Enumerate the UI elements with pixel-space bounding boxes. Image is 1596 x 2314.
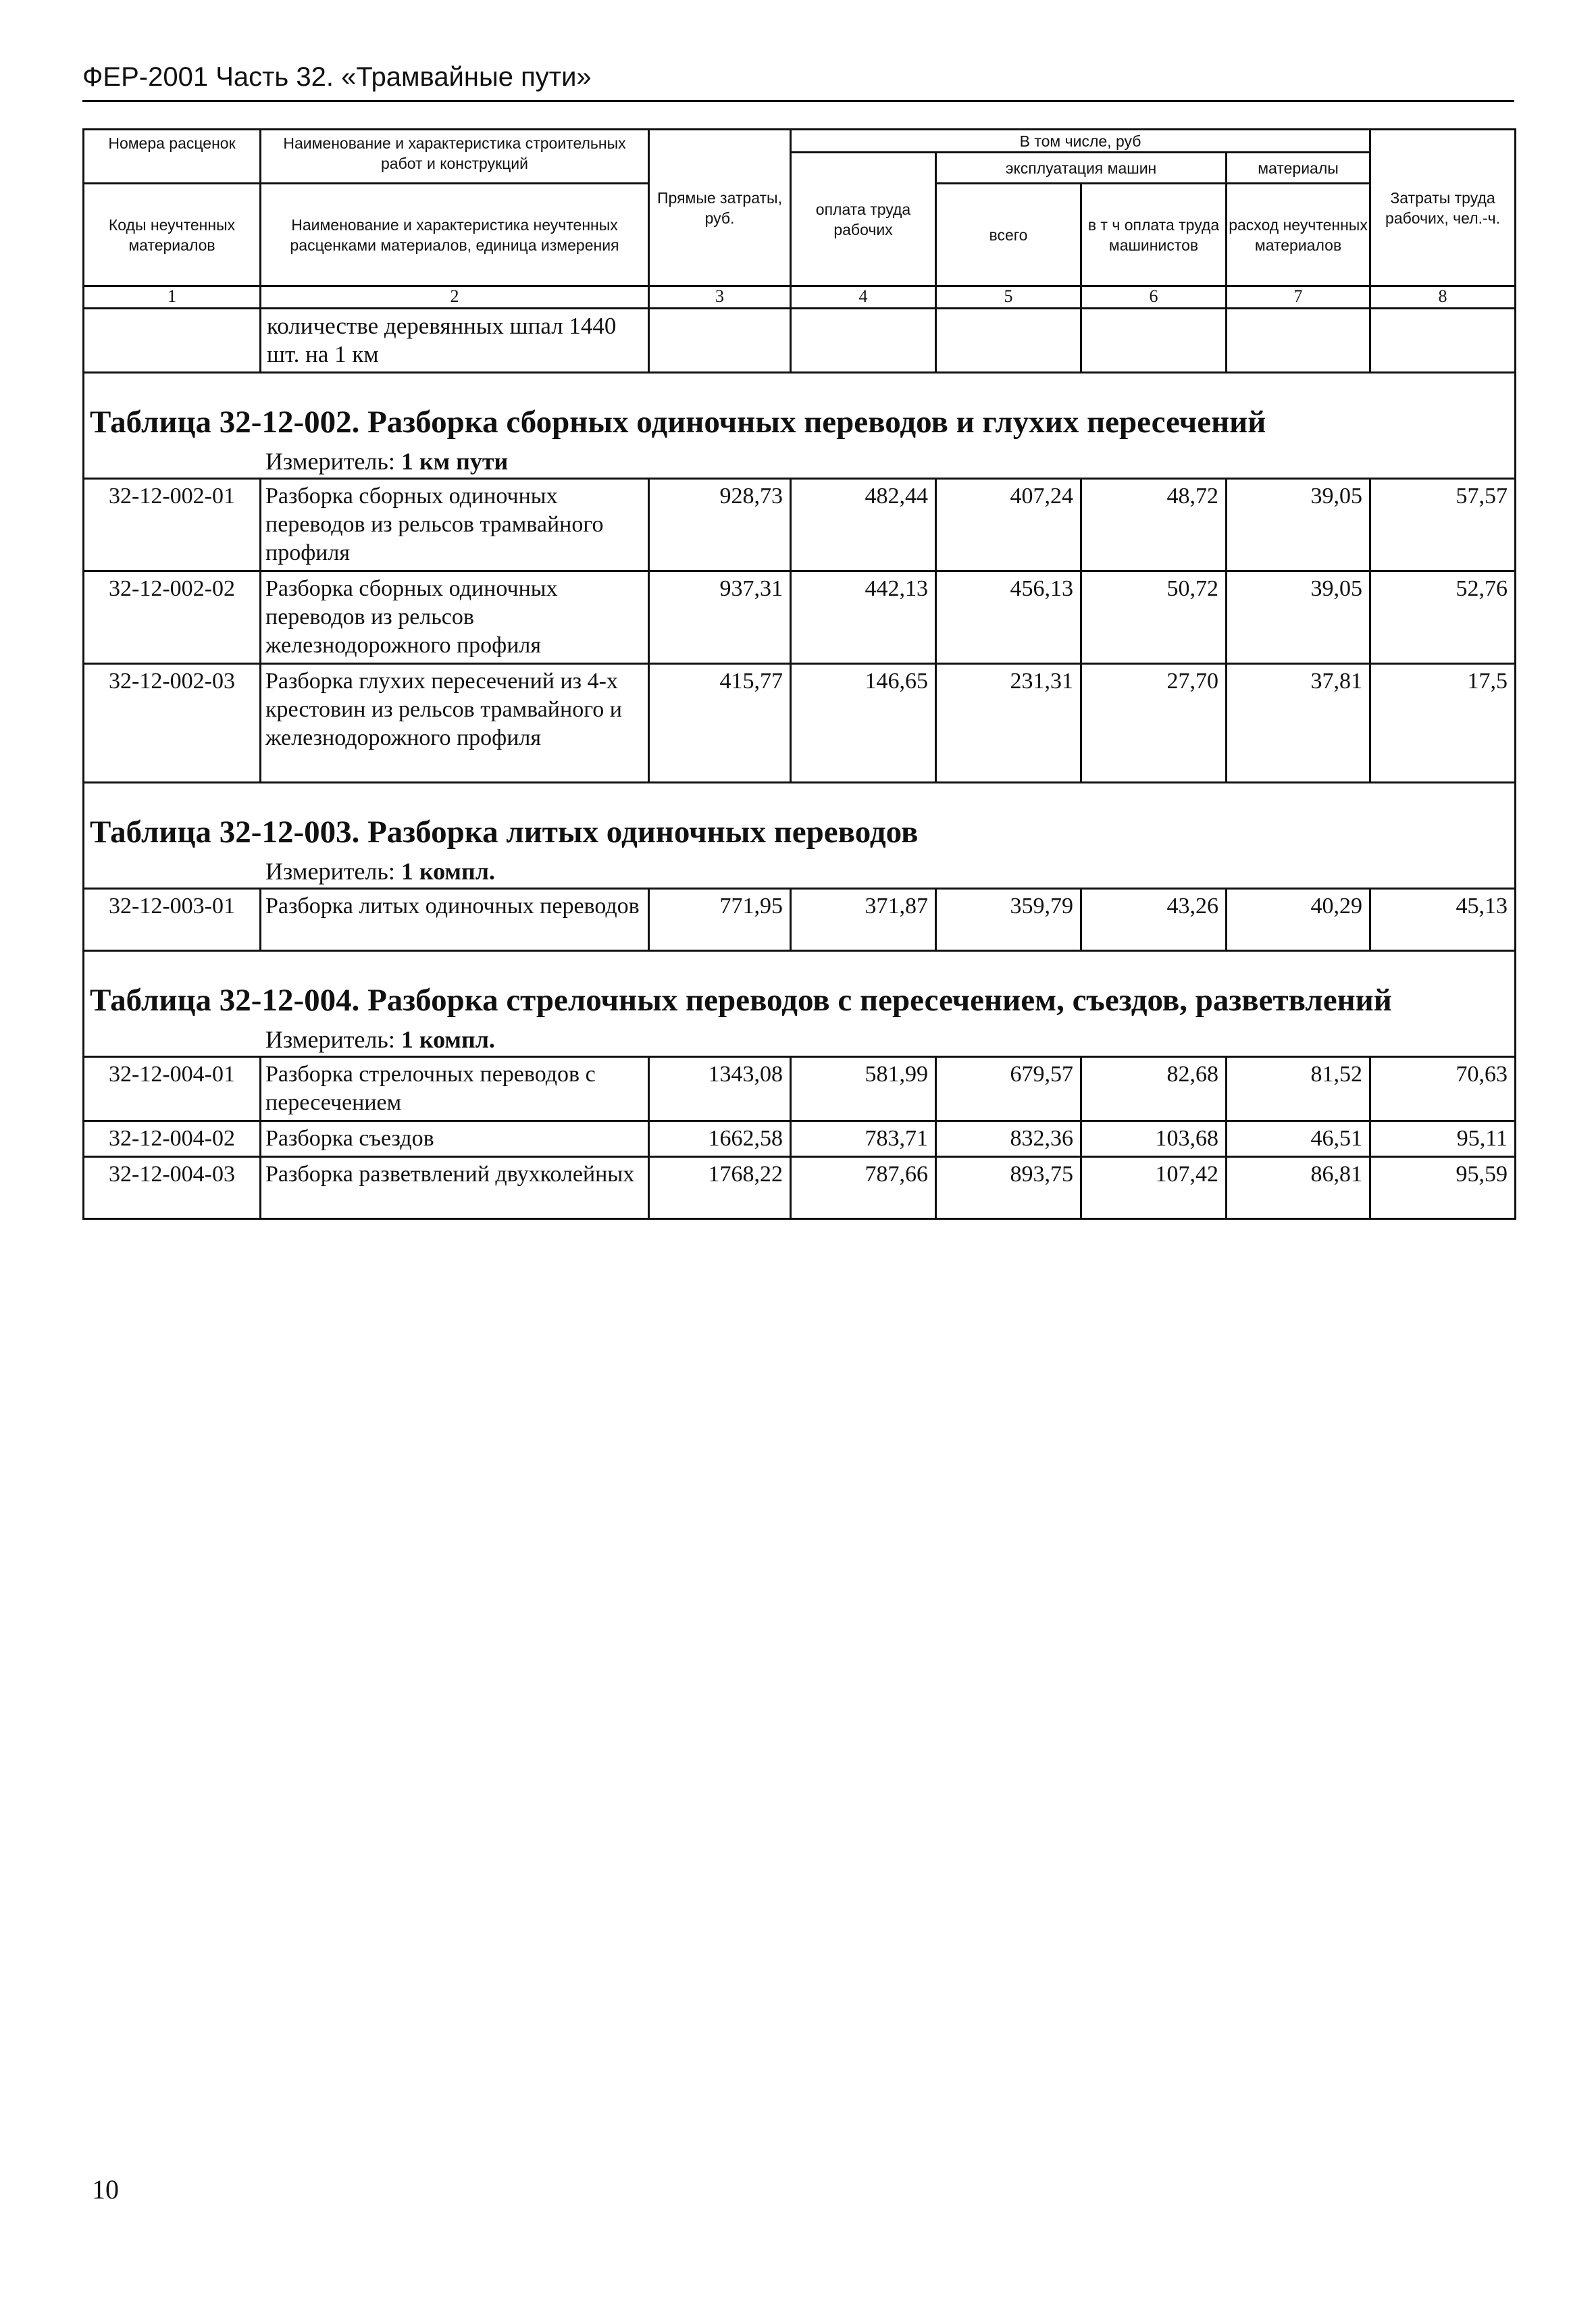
direct-costs-value: 415,77 [649, 664, 791, 783]
rate-description: Разборка сборных одиночных переводов из рельсов трамвайного профиля [261, 479, 649, 571]
continuation-code [84, 309, 261, 373]
worker-pay-value: 581,99 [791, 1057, 936, 1121]
machinist-pay-value: 48,72 [1081, 479, 1227, 571]
continuation-cell [1370, 309, 1516, 373]
rate-code: 32-12-004-03 [84, 1157, 261, 1219]
table-row [84, 1157, 1516, 1219]
materials-value: 86,81 [1227, 1157, 1370, 1219]
materials-value: 46,51 [1227, 1121, 1370, 1157]
machines-total-value: 893,75 [936, 1157, 1081, 1219]
continuation-cell [649, 309, 791, 373]
materials-value: 81,52 [1227, 1057, 1370, 1121]
labor-costs-value: 52,76 [1370, 571, 1516, 664]
table-row [84, 889, 1516, 951]
section-32-12-004 [84, 951, 1516, 1219]
worker-pay-value: 787,66 [791, 1157, 936, 1219]
rate-description: Разборка разветвлений двухколейных [261, 1157, 649, 1219]
direct-costs-value: 1662,58 [649, 1121, 791, 1157]
section-title: Таблица 32-12-002. Разборка сборных одиночных переводов и глухих пересечений [90, 405, 1266, 440]
column-number: 1 [84, 286, 261, 309]
continuation-cell [791, 309, 936, 373]
continuation-cell [1227, 309, 1370, 373]
section-heading [84, 951, 1516, 1057]
measure-value: 1 км пути [401, 448, 509, 475]
direct-costs-value: 928,73 [649, 479, 791, 571]
rates-table [82, 128, 1516, 1220]
continuation-row [84, 309, 1516, 373]
worker-pay-value: 371,87 [791, 889, 936, 951]
section-title: Таблица 32-12-003. Разборка литых одиночных переводов [90, 815, 919, 850]
section-measure [84, 851, 1514, 888]
header-rate-numbers: Номера расценок [84, 130, 261, 184]
page-number: 10 [92, 2174, 119, 2205]
machines-total-value: 456,13 [936, 571, 1081, 664]
header-materials-consumption: расход неучтенных материалов [1227, 184, 1370, 286]
column-number: 8 [1370, 286, 1516, 309]
machinist-pay-value: 50,72 [1081, 571, 1227, 664]
measure-label: Измеритель: [265, 448, 395, 475]
section-32-12-003 [84, 783, 1516, 951]
section-measure [84, 441, 1514, 478]
table-row [84, 1057, 1516, 1121]
direct-costs-value: 1768,22 [649, 1157, 791, 1219]
labor-costs-value: 57,57 [1370, 479, 1516, 571]
table-row [84, 571, 1516, 664]
column-number: 5 [936, 286, 1081, 309]
column-number: 4 [791, 286, 936, 309]
machines-total-value: 359,79 [936, 889, 1081, 951]
worker-pay-value: 783,71 [791, 1121, 936, 1157]
measure-label: Измеритель: [265, 1026, 395, 1053]
rate-code: 32-12-002-01 [84, 479, 261, 571]
direct-costs-value: 771,95 [649, 889, 791, 951]
header-materials: материалы [1227, 153, 1370, 184]
header-labor-costs: Затраты труда рабочих, чел.-ч. [1370, 130, 1516, 286]
header-machinist-pay: в т ч оплата труда машинистов [1081, 184, 1227, 286]
measure-label: Измеритель: [265, 858, 395, 885]
rate-description: Разборка литых одиночных переводов [261, 889, 649, 951]
materials-value: 37,81 [1227, 664, 1370, 783]
rate-description: Разборка съездов [261, 1121, 649, 1157]
rate-code: 32-12-002-03 [84, 664, 261, 783]
section-title: Таблица 32-12-004. Разборка стрелочных переводов с пересечением, съездов, разветвлений [90, 983, 1392, 1018]
rate-code: 32-12-002-02 [84, 571, 261, 664]
machinist-pay-value: 43,26 [1081, 889, 1227, 951]
machines-total-value: 832,36 [936, 1121, 1081, 1157]
machinist-pay-value: 27,70 [1081, 664, 1227, 783]
machines-total-value: 407,24 [936, 479, 1081, 571]
rate-description: Разборка стрелочных переводов с пересечением [261, 1057, 649, 1121]
column-number: 2 [261, 286, 649, 309]
machinist-pay-value: 103,68 [1081, 1121, 1227, 1157]
machinist-pay-value: 82,68 [1081, 1057, 1227, 1121]
measure-value: 1 компл. [401, 858, 495, 885]
table-header [84, 130, 1516, 309]
direct-costs-value: 1343,08 [649, 1057, 791, 1121]
header-machines-total: всего [936, 184, 1081, 286]
continuation-description: количестве деревянных шпал 1440 шт. на 1 км [261, 309, 649, 373]
header-unaccounted-codes: Коды неучтенных материалов [84, 184, 261, 286]
header-including: В том числе, руб [791, 130, 1370, 153]
column-number: 6 [1081, 286, 1227, 309]
rate-description: Разборка глухих пересечений из 4-х крестовин из рельсов трамвайного и железнодорожного профиля [261, 664, 649, 783]
worker-pay-value: 442,13 [791, 571, 936, 664]
column-number: 3 [649, 286, 791, 309]
materials-value: 40,29 [1227, 889, 1370, 951]
header-worker-pay: оплата труда рабочих [791, 153, 936, 286]
section-heading [84, 783, 1516, 889]
worker-pay-value: 146,65 [791, 664, 936, 783]
machines-total-value: 679,57 [936, 1057, 1081, 1121]
rate-code: 32-12-004-02 [84, 1121, 261, 1157]
materials-value: 39,05 [1227, 571, 1370, 664]
labor-costs-value: 17,5 [1370, 664, 1516, 783]
materials-value: 39,05 [1227, 479, 1370, 571]
labor-costs-value: 45,13 [1370, 889, 1516, 951]
header-machines: эксплуатация машин [936, 153, 1227, 184]
continuation-block [84, 309, 1516, 373]
worker-pay-value: 482,44 [791, 479, 936, 571]
rate-description: Разборка сборных одиночных переводов из рельсов железнодорожного профиля [261, 571, 649, 664]
machines-total-value: 231,31 [936, 664, 1081, 783]
direct-costs-value: 937,31 [649, 571, 791, 664]
labor-costs-value: 95,11 [1370, 1121, 1516, 1157]
continuation-cell [936, 309, 1081, 373]
measure-value: 1 компл. [401, 1026, 495, 1053]
labor-costs-value: 70,63 [1370, 1057, 1516, 1121]
table-row [84, 479, 1516, 571]
section-measure [84, 1019, 1514, 1056]
labor-costs-value: 95,59 [1370, 1157, 1516, 1219]
rate-code: 32-12-003-01 [84, 889, 261, 951]
header-work-name: Наименование и характеристика строительных работ и конструкций [261, 130, 649, 184]
section-32-12-002 [84, 373, 1516, 783]
continuation-cell [1081, 309, 1227, 373]
header-rule [82, 100, 1514, 102]
rate-code: 32-12-004-01 [84, 1057, 261, 1121]
table-row [84, 1121, 1516, 1157]
section-heading [84, 373, 1516, 479]
column-numbers-row [84, 286, 1516, 309]
page-header: ФЕР-2001 Часть 32. «Трамвайные пути» [82, 62, 592, 92]
header-direct-costs: Прямые затраты, руб. [649, 130, 791, 286]
machinist-pay-value: 107,42 [1081, 1157, 1227, 1219]
header-unaccounted-materials: Наименование и характеристика неучтенных расценками материалов, единица измерения [261, 184, 649, 286]
table-row [84, 664, 1516, 783]
column-number: 7 [1227, 286, 1370, 309]
